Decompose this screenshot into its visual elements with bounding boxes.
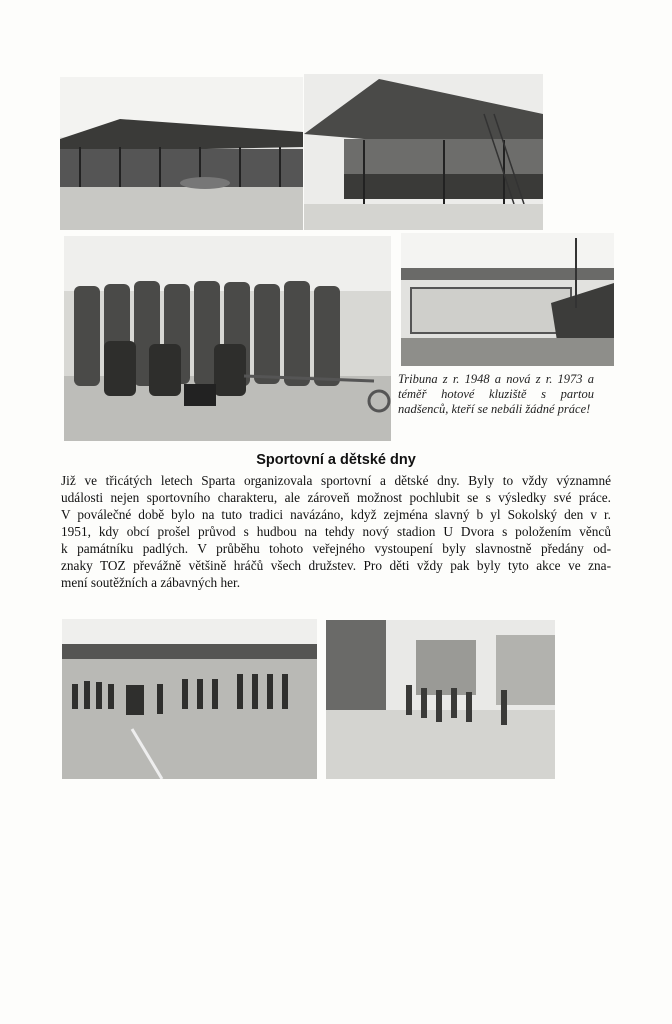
body-line: znaky TOZ převážně většině hráčů všech družstev. Pro děti vždy pak byly tyto akce ve zna-: [61, 558, 611, 573]
new-grandstand-photo: [304, 74, 543, 230]
body-line: události nejen sportovního charakteru, ale zároveň možnost pochlubit se s výsledky své práce.: [61, 490, 611, 505]
parade-field-photo: [62, 619, 317, 779]
photo-caption: Tribuna z r. 1948 a nová z r. 1973 a téměř hotové kluziště s partou nadšenců, kteří se nebáli žádné práce!: [398, 372, 594, 416]
body-line: 1951, kdy obcí prošel průvod s hudbou na tehdy nový stadion U Dvora s položením věnců: [61, 524, 611, 539]
old-grandstand-photo: [60, 77, 303, 230]
body-line: mení soutěžních a zábavných her.: [61, 575, 241, 590]
body-line: Již ve třicátých letech Sparta organizovala sportovní a dětské dny. Byly to vždy významné: [61, 473, 611, 488]
section-heading: Sportovní a dětské dny: [256, 452, 416, 468]
street-parade-photo: [326, 620, 555, 779]
body-paragraph: [61, 472, 611, 591]
ice-rink-photo: [401, 233, 614, 366]
body-line: V poválečné době bylo na tuto tradici navázáno, když zejména slavný b yl Sokolský den v r.: [61, 507, 611, 522]
volunteer-group-photo: [64, 236, 391, 441]
body-line: k památníku padlých. V průběhu tohoto veřejného vystoupení byly slavnostně předány od-: [61, 541, 611, 556]
